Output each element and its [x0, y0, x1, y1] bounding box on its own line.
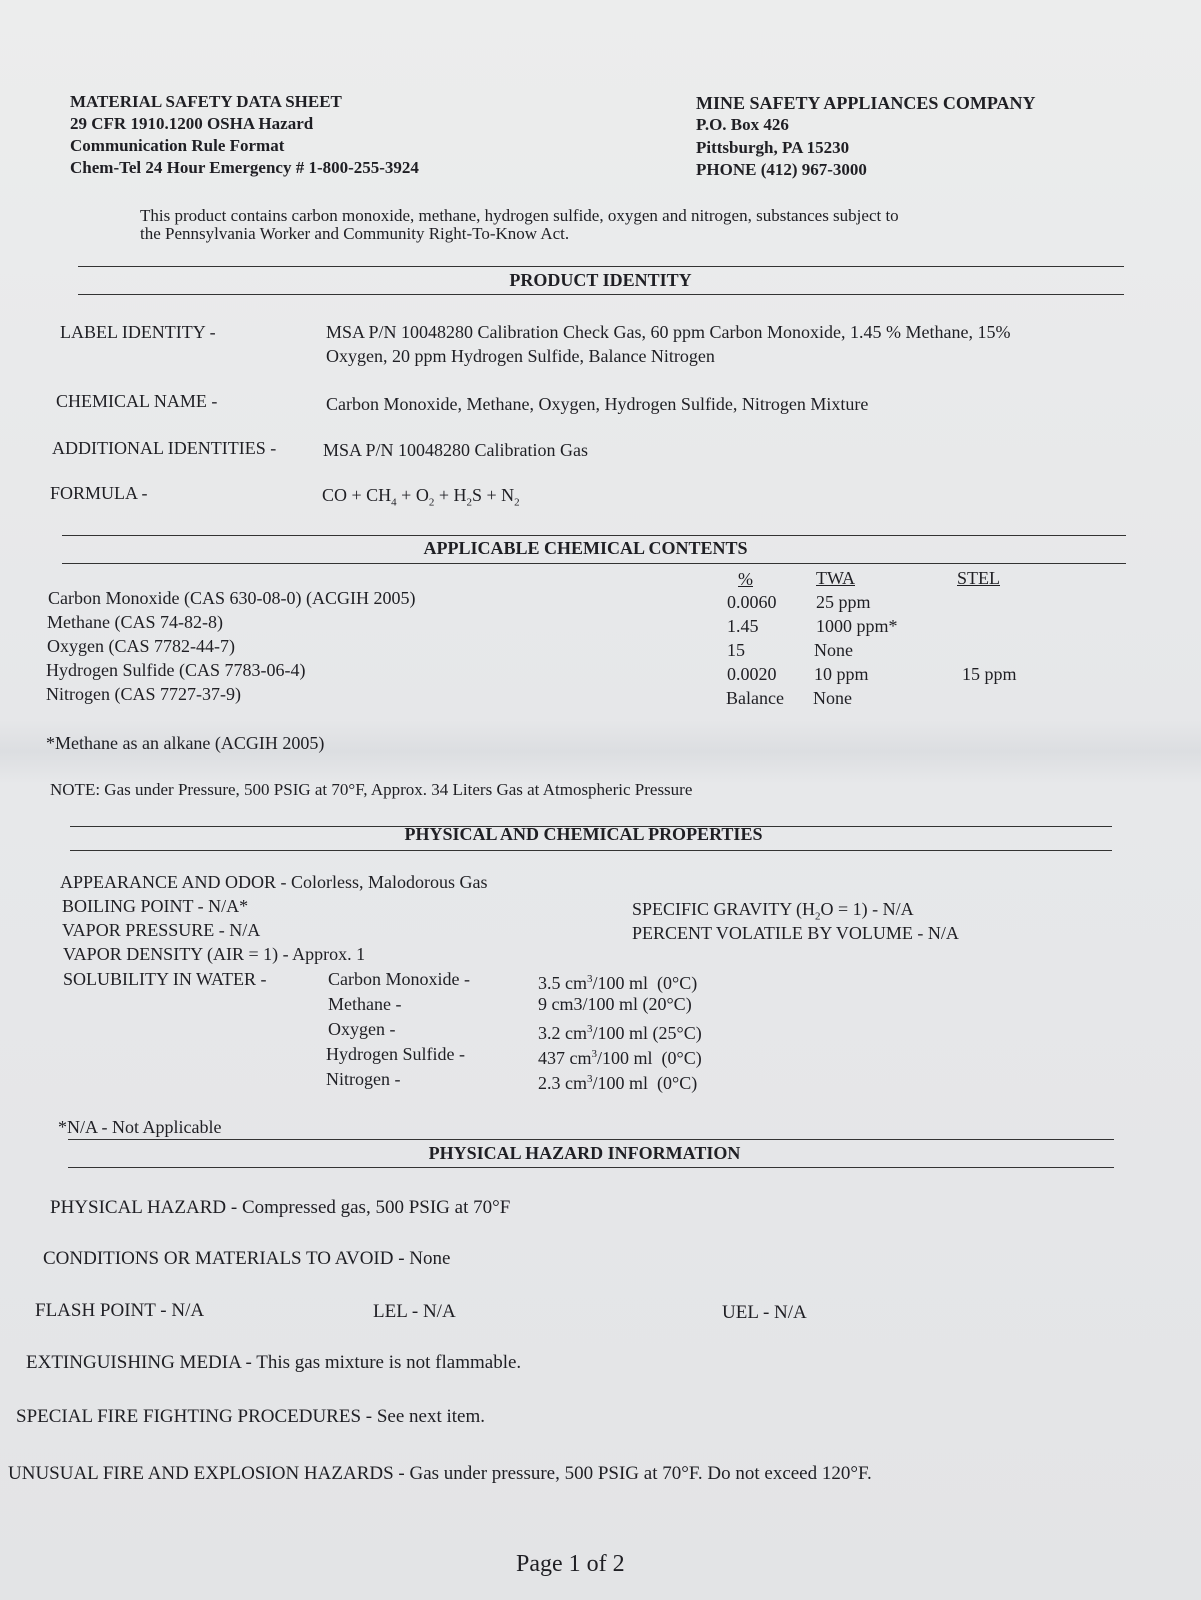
solubility-value: 437 $cm^3/100$ ml (0°C) [538, 1048, 702, 1068]
section-title-product-identity: PRODUCT IDENTITY [509, 270, 692, 290]
na-note: *N/A - Not Applicable [58, 1117, 222, 1137]
physical-hazard: PHYSICAL HAZARD - Compressed gas, 500 PSIG at 70°F [50, 1197, 511, 1218]
extinguishing-media: EXTINGUISHING MEDIA - This gas mixture is not flammable. [26, 1352, 522, 1373]
col-header-stel: STEL [957, 568, 1000, 588]
formula-value: CO + $CH_4 + O_2 + H_2S + N_2$ [322, 485, 520, 509]
intro-line-1: This product contains carbon monoxide, methane, hydrogen sulfide, oxygen and nitrogen, substances subject to [140, 206, 899, 225]
label-identity-value-2: Oxygen, 20 ppm Hydrogen Sulfide, Balance Nitrogen [326, 346, 715, 366]
appearance-odor: APPEARANCE AND ODOR - Colorless, Malodorous Gas [60, 872, 488, 892]
flash-point: FLASH POINT - N/A [35, 1300, 205, 1321]
additional-identities-key: ADDITIONAL IDENTITIES - [52, 438, 277, 458]
row-pct: 1.45 [727, 616, 759, 636]
row-name: Carbon Monoxide (CAS 630-08-0) (ACGIH 2005) [48, 588, 416, 608]
section-title-contents: APPLICABLE CHEMICAL CONTENTS [423, 538, 748, 558]
chemical-name-value: Carbon Monoxide, Methane, Oxygen, Hydrogen Sulfide, Nitrogen Mixture [326, 394, 869, 414]
percent-volatile: PERCENT VOLATILE BY VOLUME - N/A [632, 923, 959, 943]
osha-ref: 29 CFR 1910.1200 OSHA Hazard [70, 114, 314, 133]
intro-line-2: the Pennsylvania Worker and Community Right-To-Know Act. [140, 224, 570, 243]
label-identity-value-1: MSA P/N 10048280 Calibration Check Gas, 60 ppm Carbon Monoxide, 1.45 % Methane, 15% [326, 322, 1011, 342]
special-fire-fighting: SPECIAL FIRE FIGHTING PROCEDURES - See next item. [16, 1406, 486, 1427]
additional-identities-value: MSA P/N 10048280 Calibration Gas [323, 440, 589, 460]
row-twa: 10 ppm [814, 664, 869, 684]
rule [78, 266, 1124, 267]
page-number: Page 1 of 2 [516, 1551, 625, 1577]
vapor-pressure: VAPOR PRESSURE - N/A [62, 920, 261, 940]
row-twa: None [813, 688, 852, 708]
lel: LEL - N/A [373, 1301, 456, 1322]
solubility-name: Methane - [328, 994, 402, 1014]
solubility-name: Carbon Monoxide - [328, 969, 470, 989]
unusual-hazards: UNUSUAL FIRE AND EXPLOSION HAZARDS - Gas under pressure, 500 PSIG at 70°F. Do not exceed 120°F. [8, 1463, 872, 1484]
solubility-value: 3.2 $cm^3/100$ ml (25°C) [538, 1023, 702, 1043]
rule [62, 563, 1126, 564]
col-header-twa: TWA [816, 568, 855, 588]
company-pobox: P.O. Box 426 [696, 115, 789, 134]
solubility-name: Hydrogen Sulfide - [326, 1044, 465, 1064]
company-phone: PHONE (412) 967-3000 [696, 160, 867, 179]
col-header-pct: % [738, 569, 753, 589]
pressure-note: NOTE: Gas under Pressure, 500 PSIG at 70°F, Approx. 34 Liters Gas at Atmospheric Pressure [50, 780, 693, 799]
methane-footnote: *Methane as an alkane (ACGIH 2005) [46, 733, 325, 753]
rule-format: Communication Rule Format [70, 136, 285, 155]
row-pct: 15 [727, 640, 745, 660]
rule [62, 535, 1126, 536]
doc-title: MATERIAL SAFETY DATA SHEET [70, 92, 342, 111]
solubility-value: 3.5 $cm^3/100$ ml (0°C) [538, 973, 698, 993]
row-pct: 0.0020 [727, 664, 777, 684]
label-identity-key: LABEL IDENTITY - [60, 322, 216, 342]
section-title-properties: PHYSICAL AND CHEMICAL PROPERTIES [404, 824, 763, 844]
row-twa: 25 ppm [816, 592, 871, 612]
rule [68, 1139, 1114, 1140]
rule [78, 294, 1124, 295]
company-city: Pittsburgh, PA 15230 [696, 138, 850, 157]
conditions-to-avoid: CONDITIONS OR MATERIALS TO AVOID - None [43, 1248, 451, 1269]
solubility-value: 2.3 $cm^3/100$ ml (0°C) [538, 1073, 698, 1093]
company-name: MINE SAFETY APPLIANCES COMPANY [696, 93, 1036, 113]
row-stel: 15 ppm [962, 664, 1017, 684]
emergency-line: Chem-Tel 24 Hour Emergency # 1-800-255-3924 [70, 158, 419, 177]
row-twa: 1000 ppm* [816, 616, 898, 636]
row-name: Methane (CAS 74-82-8) [47, 612, 223, 632]
row-pct: 0.0060 [727, 592, 777, 612]
rule [70, 850, 1112, 851]
section-title-hazard: PHYSICAL HAZARD INFORMATION [428, 1143, 741, 1163]
solubility-name: Nitrogen - [326, 1069, 401, 1089]
row-twa: None [814, 640, 853, 660]
row-name: Oxygen (CAS 7782-44-7) [47, 636, 235, 656]
row-pct: Balance [726, 688, 784, 708]
row-name: Nitrogen (CAS 7727-37-9) [46, 684, 241, 704]
boiling-point: BOILING POINT - N/A* [62, 896, 249, 916]
uel: UEL - N/A [722, 1302, 807, 1323]
specific-gravity: SPECIFIC GRAVITY $(H_2O = 1) - N/A$ [632, 899, 914, 923]
formula-key: FORMULA - [50, 483, 148, 503]
chemical-name-key: CHEMICAL NAME - [56, 391, 218, 411]
vapor-density: VAPOR DENSITY (AIR = 1) - Approx. 1 [63, 944, 366, 964]
rule [68, 1167, 1114, 1168]
solubility-key: SOLUBILITY IN WATER - [63, 969, 267, 989]
solubility-value: 9 cm3/100 ml (20°C) [538, 994, 692, 1014]
solubility-name: Oxygen - [328, 1019, 396, 1039]
row-name: Hydrogen Sulfide (CAS 7783-06-4) [46, 660, 306, 680]
